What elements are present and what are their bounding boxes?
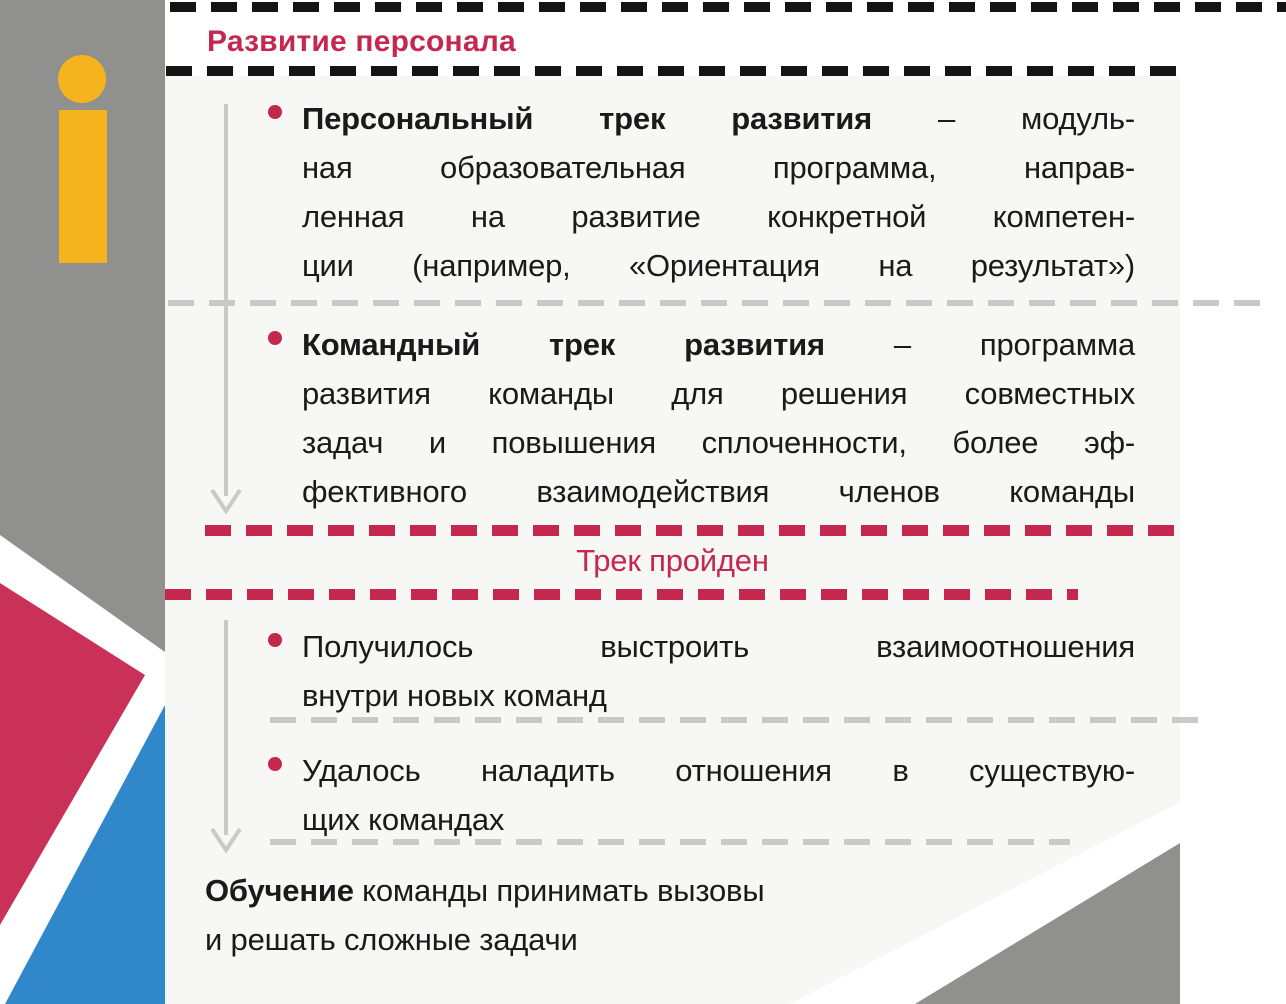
list-item-result-new-teams	[302, 622, 1135, 720]
list-item-text: – модуль-	[872, 101, 1135, 136]
list-item-line: ленная на развитие конкретной компетен-	[302, 199, 1135, 234]
list-item-line: внутри новых команд	[302, 678, 607, 713]
list-item-line: фективного взаимодействия членов команды	[302, 474, 1135, 509]
list-item-lead: Персональный трек развития	[302, 101, 873, 136]
list-item-personal-track	[302, 94, 1135, 290]
crimson-diamond-shape	[0, 583, 145, 925]
list-item-line: ции (например, «Ориентация на результат»)	[302, 248, 1135, 283]
divider-dashed-red-above-milestone	[205, 525, 1186, 536]
outcome-lead: Обучение	[205, 873, 354, 908]
list-item-line: Получилось выстроить взаимоотношения	[302, 629, 1135, 664]
list-item-line: щих командах	[302, 802, 505, 837]
list-item-line: Удалось наладить отношения в существую-	[302, 753, 1135, 788]
list-item-lead: Командный трек развития	[302, 327, 825, 362]
milestone-label: Трек пройден	[576, 543, 769, 578]
outcome-rest: команды принимать вызовы	[353, 873, 765, 908]
bullet-dot	[268, 331, 282, 345]
divider-dashed-red-below-milestone	[165, 589, 1078, 600]
divider-dashed-top	[170, 2, 1286, 12]
outcome-text	[205, 866, 1135, 964]
blue-triangle-shape	[5, 705, 165, 1004]
outcome-line: и решать сложные задачи	[205, 922, 578, 957]
arrow-down-icon	[209, 104, 243, 516]
list-item-result-existing-teams	[302, 746, 1135, 844]
list-item-line: задач и повышения сплоченности, более эф-	[302, 425, 1135, 460]
info-icon	[58, 55, 106, 103]
arrow-down-icon	[209, 620, 243, 855]
list-item-line	[302, 320, 1135, 369]
list-item-line: ная образовательная программа, направ-	[302, 150, 1135, 185]
bullet-dot	[268, 757, 282, 771]
info-icon-bar	[59, 110, 107, 263]
list-item-line	[302, 94, 1135, 143]
list-item-text: – программа	[824, 327, 1135, 362]
bullet-dot	[268, 105, 282, 119]
outcome-line	[205, 866, 1135, 915]
bullet-dot	[268, 633, 282, 647]
page-title: Развитие персонала	[207, 25, 516, 58]
list-item-team-track	[302, 320, 1135, 516]
list-item-line: развития команды для решения совместных	[302, 376, 1135, 411]
divider-dashed-under-title	[166, 66, 1180, 76]
divider-dashed-gray-1	[168, 300, 1262, 306]
